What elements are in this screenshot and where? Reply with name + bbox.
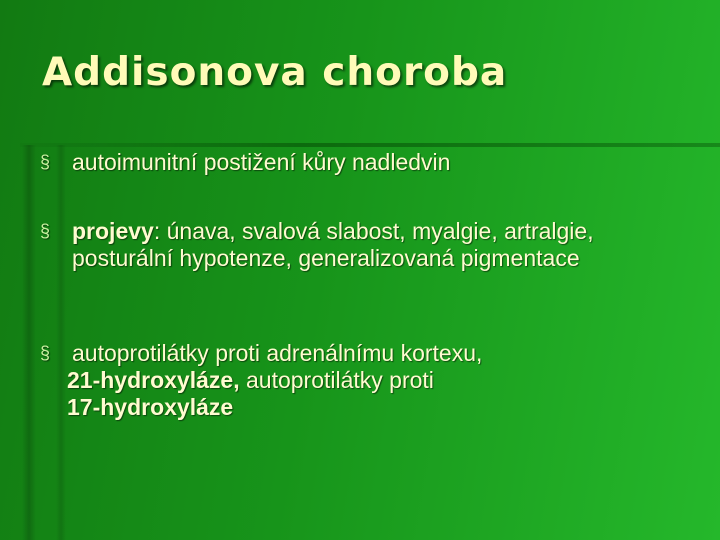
bullet-text-line2 (67, 367, 680, 394)
bullet-text (72, 218, 680, 272)
bullet-item (40, 340, 680, 421)
bullet-bold-term: 17-hydroxyláze (67, 394, 234, 420)
bullet-item (40, 149, 680, 176)
bullet-bold-term: 21-hydroxyláze, (67, 367, 240, 393)
bullet-item (40, 218, 680, 272)
title-divider (20, 143, 720, 147)
bullet-marker-icon: § (40, 343, 51, 363)
bullet-text: autoimunitní postižení kůry nadledvin (72, 149, 451, 175)
decorative-stripe (22, 145, 36, 540)
bullet-marker-icon: § (40, 152, 51, 172)
bullet-text-middle: autoprotilátky proti (239, 367, 434, 393)
slide-title: Addisonova choroba (42, 50, 508, 95)
bullet-text-rest: : únava, svalová slabost, myalgie, artralgie, posturální hypotenze, generalizovaná pigmentace (72, 218, 594, 271)
bullet-text-line1: autoprotilátky proti adrenálnímu kortexu, (72, 340, 483, 366)
bullet-marker-icon: § (40, 221, 51, 241)
bullet-label: projevy (72, 218, 154, 244)
bullet-text (67, 340, 680, 421)
bullet-text-line3 (67, 394, 680, 421)
